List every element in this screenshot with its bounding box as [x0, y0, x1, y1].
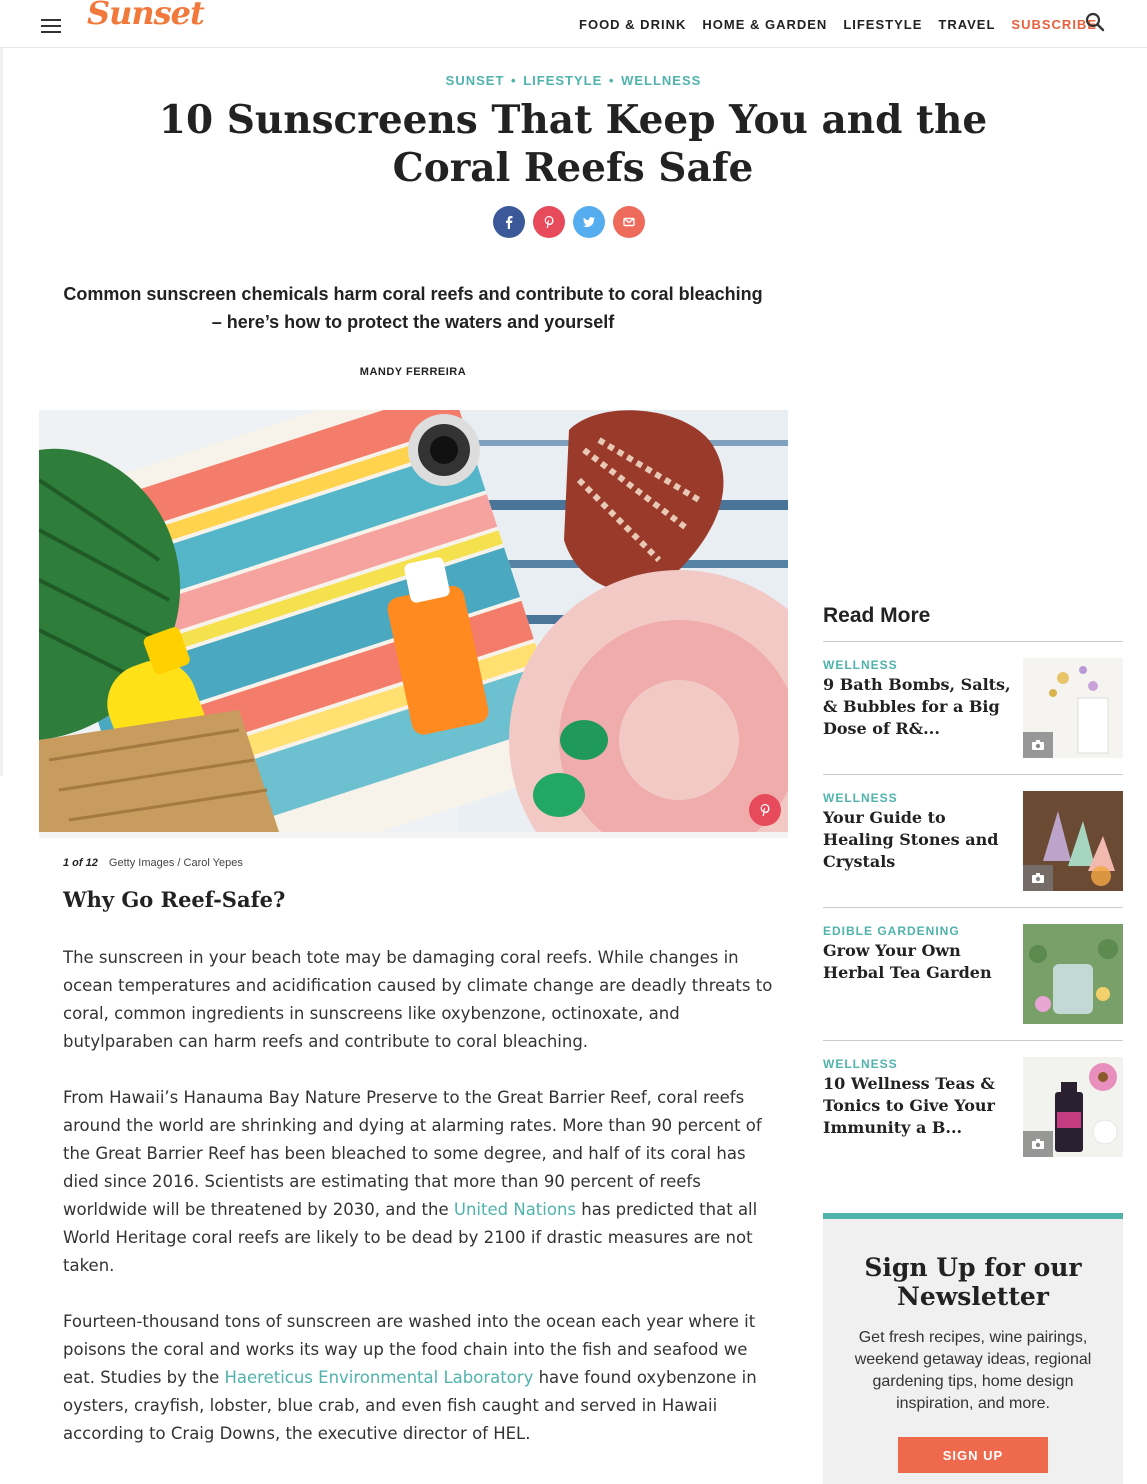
breadcrumb-separator: • [608, 73, 615, 88]
read-more-category[interactable]: EDIBLE GARDENING [823, 924, 960, 938]
read-more-item[interactable] [823, 642, 1123, 762]
image-credit: Getty Images / Carol Yepes [108, 857, 243, 869]
read-more-heading: Read More [823, 604, 931, 627]
pin-image-button[interactable] [749, 794, 781, 826]
read-more-category[interactable]: WELLNESS [823, 791, 898, 805]
breadcrumb-item-wellness[interactable]: WELLNESS [621, 73, 702, 88]
read-more-headline[interactable]: 9 Bath Bombs, Salts, & Bubbles for a Big Dose of R&... [823, 675, 1011, 738]
author-byline[interactable]: MANDY FERREIRA [359, 366, 467, 378]
search-icon[interactable] [1085, 12, 1105, 32]
united-nations-link[interactable]: United Nations [453, 1200, 577, 1219]
article-dek: Common sunscreen chemicals harm coral reefs and contribute to coral bleaching – here’s how to protect the waters and yourself [63, 284, 763, 332]
pinterest-icon [542, 215, 556, 229]
paragraph-3-text-b: have found oxybenzone in oysters, crayfish, lobster, blue crab, and even fish caught and served in Hawaii according to Craig Downs, the executive director of HEL. [63, 1368, 757, 1443]
twitter-share-button[interactable] [573, 206, 605, 238]
email-icon [622, 215, 636, 229]
article-body [63, 944, 773, 1476]
breadcrumb [0, 73, 1147, 88]
site-logo[interactable]: Sunset [87, 0, 204, 32]
hamburger-menu-icon[interactable] [41, 19, 61, 33]
breadcrumb-item-lifestyle[interactable]: LIFESTYLE [523, 73, 603, 88]
newsletter-title: Sign Up for our Newsletter [864, 1253, 1082, 1311]
herbal-tea-thumbnail-illustration [1023, 924, 1123, 1024]
subscribe-link[interactable]: SUBSCRIBE [1011, 17, 1097, 32]
breadcrumb-item-sunset[interactable]: SUNSET [445, 73, 505, 88]
camera-icon [1023, 732, 1053, 758]
paragraph-1: The sunscreen in your beach tote may be damaging coral reefs. While changes in ocean temperatures and acidification caused by climate change are deadly threats to coral, common ingredients in sunscreens like oxybenzone, octinoxate, and butylparaben can harm reefs and contribute to coral bleaching. [63, 948, 773, 1051]
paragraph-3-text-a: Fourteen-thousand tons of sunscreen are washed into the ocean each year where it poisons the coral and works its way up the food chain into the fish and seafood we eat. Studies by the [63, 1312, 756, 1387]
hero-illustration [39, 410, 788, 832]
nav-item-food-drink[interactable]: FOOD & DRINK [579, 17, 687, 32]
camera-icon [1023, 865, 1053, 891]
main-nav [579, 17, 1097, 32]
breadcrumb-separator: • [511, 73, 517, 88]
section-heading: Why Go Reef-Safe? [63, 887, 286, 912]
nav-item-lifestyle[interactable]: LIFESTYLE [843, 17, 923, 32]
nav-item-travel[interactable]: TRAVEL [938, 17, 996, 32]
read-more-headline[interactable]: 10 Wellness Teas & Tonics to Give Your Immunity a B... [823, 1074, 995, 1137]
haereticus-lab-link[interactable]: Haereticus Environmental Laboratory [224, 1368, 534, 1387]
facebook-icon [502, 215, 516, 229]
facebook-share-button[interactable] [493, 206, 525, 238]
paragraph-2-text-a: From Hawaii’s Hanauma Bay Nature Preserve to the Great Barrier Reef, coral reefs around the world are shrinking and dying at alarming rates. More than 90 percent of the Great Barrier Reef has been bleached to some degree, and half of its coral has died since 2016. Scientists are estimating that more than 90 percent of reefs worldwide will be threatened by 2030, and the [63, 1088, 762, 1219]
read-more-item[interactable] [823, 908, 1123, 1028]
read-more-thumbnail[interactable] [1023, 1057, 1123, 1157]
paragraph-3 [63, 1308, 773, 1448]
read-more-item[interactable] [823, 1041, 1123, 1161]
newsletter-description: Get fresh recipes, wine pairings, weekend getaway ideas, regional gardening tips, home design inspiration, and more. [854, 1329, 1092, 1412]
read-more-item[interactable] [823, 775, 1123, 895]
read-more-headline[interactable]: Your Guide to Healing Stones and Crystals [823, 808, 999, 871]
pinterest-share-button[interactable] [533, 206, 565, 238]
hero-image-bar [39, 832, 788, 838]
page-edge-rule [0, 48, 3, 776]
pinterest-icon [758, 803, 772, 817]
article-title: 10 Sunscreens That Keep You and the Coral Reefs Safe [158, 97, 988, 191]
camera-icon [1023, 1131, 1053, 1157]
read-more-category[interactable]: WELLNESS [823, 1057, 898, 1071]
hero-image[interactable] [39, 410, 788, 832]
twitter-icon [582, 215, 596, 229]
sign-up-button[interactable]: SIGN UP [898, 1437, 1048, 1473]
newsletter-signup [823, 1213, 1123, 1484]
share-buttons [493, 206, 645, 238]
read-more-thumbnail[interactable] [1023, 924, 1123, 1024]
image-caption [63, 857, 243, 869]
paragraph-2-text-b: has predicted that all World Heritage coral reefs are likely to be dead by 2100 if drastic measures are not taken. [63, 1200, 758, 1275]
read-more-headline[interactable]: Grow Your Own Herbal Tea Garden [823, 941, 992, 982]
slide-counter: 1 of 12 [63, 857, 98, 869]
email-share-button[interactable] [613, 206, 645, 238]
read-more-thumbnail[interactable] [1023, 658, 1123, 758]
nav-item-home-garden[interactable]: HOME & GARDEN [702, 17, 828, 32]
read-more-thumbnail[interactable] [1023, 791, 1123, 891]
paragraph-2 [63, 1084, 773, 1280]
read-more-category[interactable]: WELLNESS [823, 658, 898, 672]
top-navigation-bar [0, 0, 1147, 48]
